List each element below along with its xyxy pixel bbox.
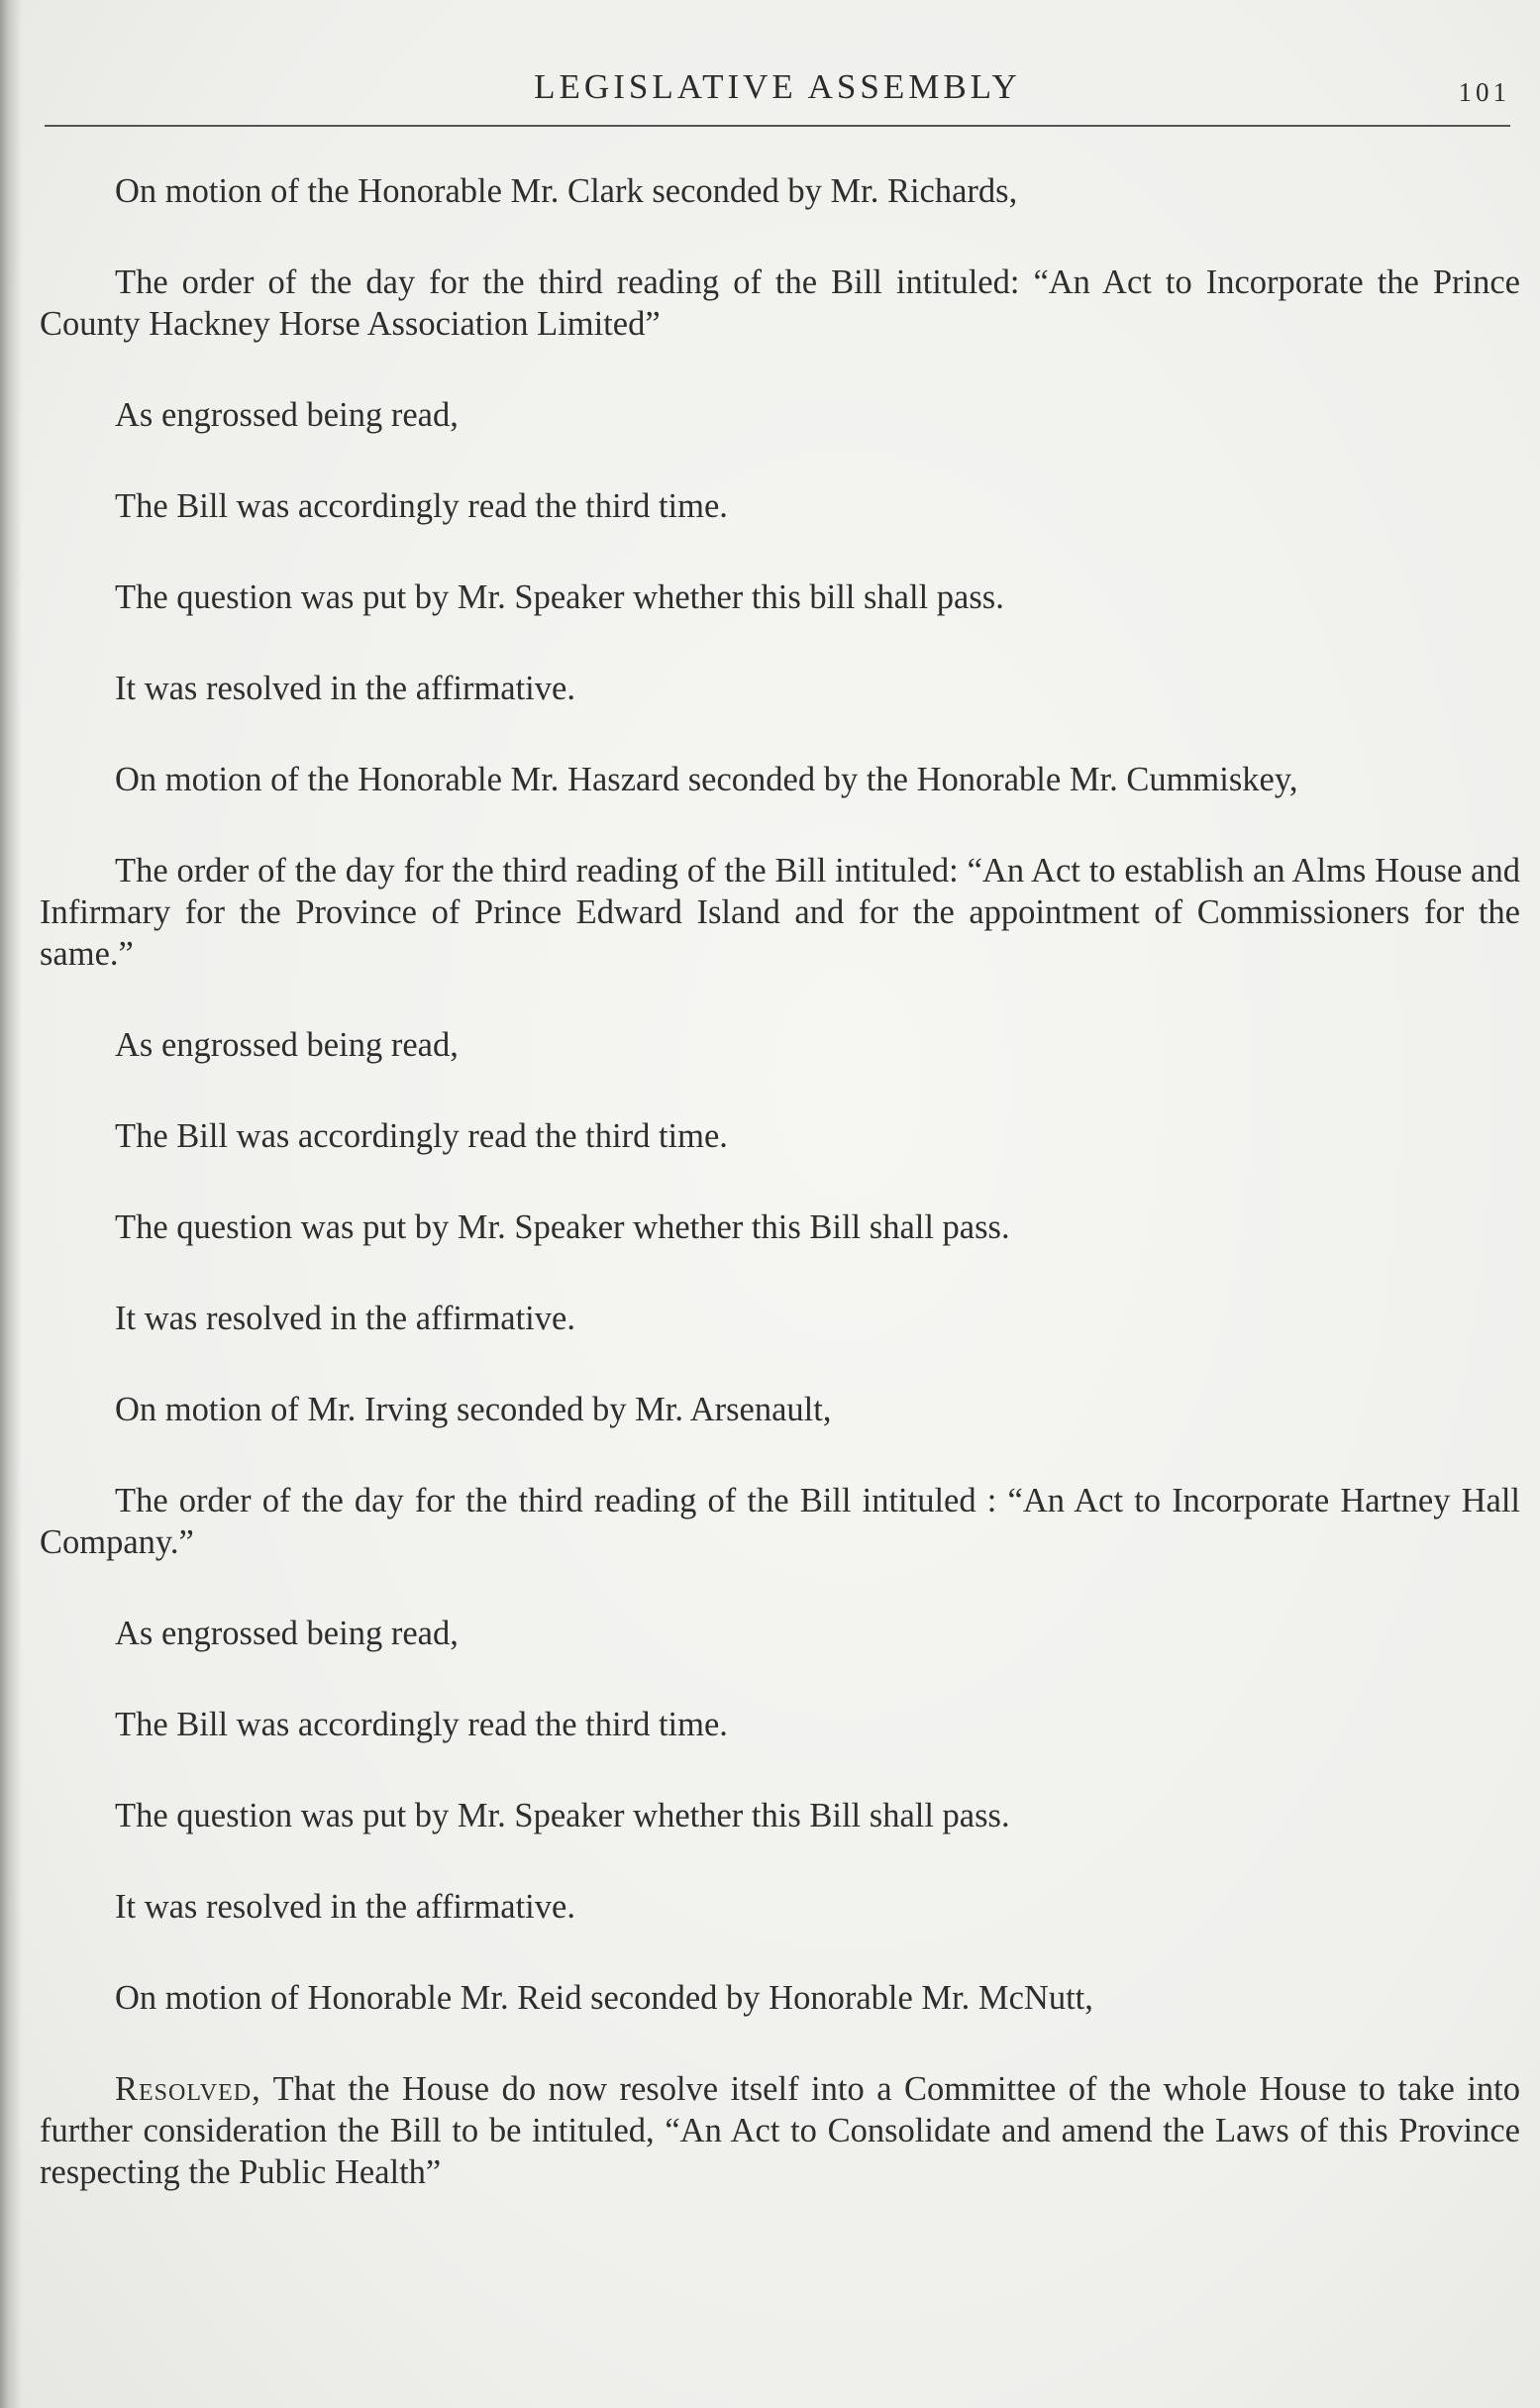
paragraph: On motion of Honorable Mr. Reid seconded by Honorable Mr. McNutt, <box>115 1979 1093 2017</box>
paragraph: As engrossed being read, <box>115 1026 459 1064</box>
paragraph: On motion of the Honorable Mr. Haszard seconded by the Honorable Mr. Cummiskey, <box>115 761 1298 798</box>
page-header <box>45 59 1510 129</box>
journal-body <box>40 170 1520 2193</box>
running-title: LEGISLATIVE ASSEMBLY <box>534 67 1021 106</box>
paragraph: The question was put by Mr. Speaker whether this bill shall pass. <box>115 578 1004 616</box>
paragraph: As engrossed being read, <box>115 396 459 434</box>
paragraph: The order of the day for the third reading of the Bill intituled: “An Act to Incorporate the Prince County Hackney Horse Association Limited” <box>40 263 1520 343</box>
resolution-paragraph <box>40 2068 1520 2193</box>
resolution-text: That the House do now resolve itself into a Committee of the whole House to take into further consideration the Bill to be intituled, “An Act to Consolidate and amend the Laws of this Province respecting the Public Health” <box>40 2070 1520 2191</box>
paragraph: The order of the day for the third reading of the Bill intituled : “An Act to Incorporate Hartney Hall Company.” <box>40 1482 1520 1561</box>
paragraph: As engrossed being read, <box>115 1615 459 1652</box>
paragraph: The Bill was accordingly read the third time. <box>115 1706 728 1743</box>
paragraph: The question was put by Mr. Speaker whether this Bill shall pass. <box>115 1797 1010 1834</box>
page-number: 101 <box>1458 77 1510 107</box>
paragraph: The order of the day for the third reading of the Bill intituled: “An Act to establish an Alms House and Infirmary for the Province of Prince Edward Island and for the appointment of Commissioners for the same.” <box>40 852 1520 973</box>
paragraph: It was resolved in the affirmative. <box>115 1300 575 1337</box>
paragraph: On motion of the Honorable Mr. Clark seconded by Mr. Richards, <box>115 172 1018 210</box>
paragraph: The Bill was accordingly read the third time. <box>115 487 728 525</box>
paragraph: It was resolved in the affirmative. <box>115 670 575 707</box>
binding-shadow <box>0 0 22 2408</box>
resolved-lead: Resolved, <box>115 2070 261 2108</box>
paragraph: It was resolved in the affirmative. <box>115 1888 575 1926</box>
paragraph: On motion of Mr. Irving seconded by Mr. Arsenault, <box>115 1391 832 1428</box>
paragraph: The question was put by Mr. Speaker whether this Bill shall pass. <box>115 1208 1010 1246</box>
paragraph: The Bill was accordingly read the third time. <box>115 1117 728 1155</box>
header-rule <box>45 125 1510 127</box>
